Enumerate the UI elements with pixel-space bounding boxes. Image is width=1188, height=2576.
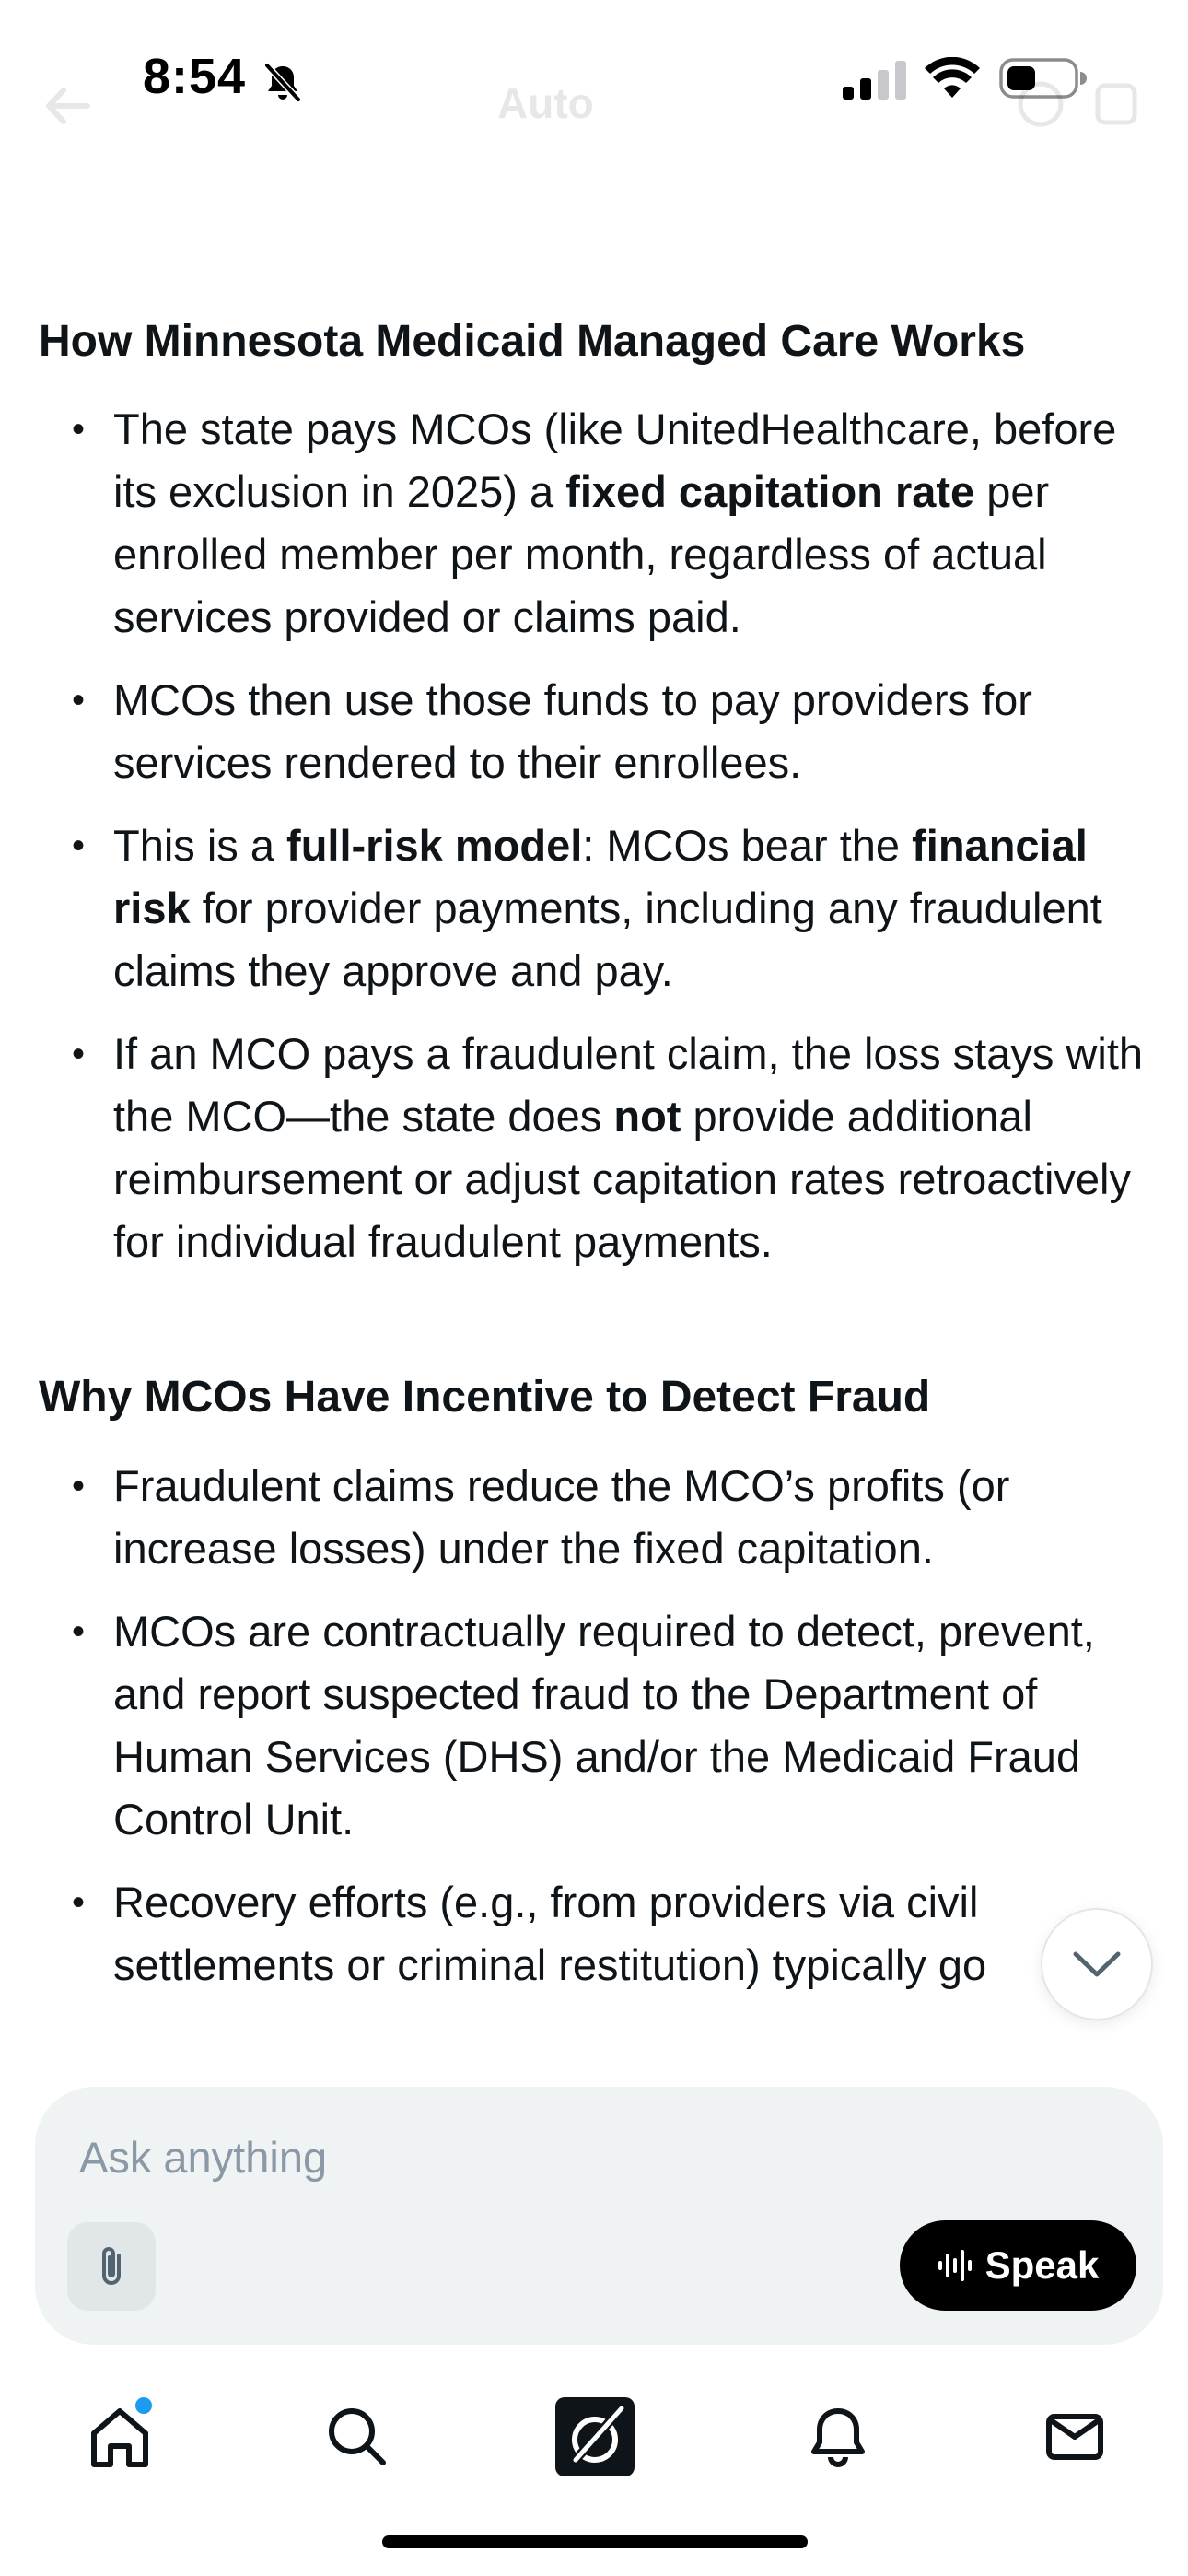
notifications-icon (805, 2404, 871, 2470)
text-run: for provider payments, including any fraudulent claims they approve and pay. (113, 884, 1102, 996)
bullet-dot-icon: • (72, 1465, 86, 1506)
text-run: This is a (113, 821, 287, 871)
search-icon (324, 2404, 390, 2470)
scroll-down-button[interactable] (1041, 1908, 1153, 2020)
list-item (39, 1455, 1153, 1580)
bullet-list (39, 1455, 1153, 1996)
silent-icon (262, 61, 304, 103)
list-item (39, 398, 1153, 649)
attach-button[interactable] (67, 2222, 156, 2311)
text-run: : MCOs bear the (582, 821, 913, 871)
bold-text: not (613, 1092, 681, 1142)
bullet-dot-icon: • (72, 1034, 86, 1075)
nav-messages[interactable] (1024, 2386, 1125, 2488)
nav-search[interactable] (307, 2386, 408, 2488)
list-item (39, 669, 1153, 794)
text-run: provide additional reimbursement or adjust capitation rates retroactively for individual fraudulent payments. (113, 1092, 1131, 1267)
list-item (39, 1600, 1153, 1851)
text-run: MCOs then use those funds to pay providers for services rendered to their enrollees. (113, 675, 1032, 788)
waveform-icon (938, 2248, 973, 2283)
messages-icon (1042, 2404, 1108, 2470)
status-bar (0, 0, 1188, 157)
bullet-dot-icon: • (72, 1881, 86, 1923)
composer (35, 2087, 1163, 2345)
section-heading: How Minnesota Medicaid Managed Care Works (39, 317, 1026, 366)
home-indicator (382, 2535, 808, 2548)
bottom-nav (0, 2386, 1188, 2488)
text-run: Recovery efforts (e.g., from providers via civil settlements or criminal restitution) typically go (113, 1877, 987, 1989)
nav-notifications[interactable] (787, 2386, 889, 2488)
bullet-dot-icon: • (72, 1610, 86, 1652)
bullet-dot-icon: • (72, 409, 86, 451)
signal-icon (843, 61, 907, 100)
speak-button[interactable] (900, 2220, 1136, 2311)
paperclip-icon (93, 2242, 130, 2290)
section-gap (39, 1294, 1153, 1369)
status-time: 8:54 (143, 49, 247, 104)
nav-home[interactable] (69, 2386, 170, 2488)
back-arrow-icon[interactable] (41, 83, 93, 129)
bullet-dot-icon: • (72, 680, 86, 721)
list-item (39, 814, 1153, 1002)
ask-input[interactable] (77, 2124, 1094, 2190)
model-selector[interactable]: Auto (497, 79, 594, 127)
bullet-list (39, 398, 1153, 1273)
list-item (39, 1871, 1153, 1996)
nav-grok[interactable] (544, 2386, 646, 2488)
speak-label: Speak (984, 2243, 1100, 2287)
bold-text: fixed capitation rate (565, 467, 975, 517)
text-run: Fraudulent claims reduce the MCO’s profits (or increase losses) under the fixed capitation. (113, 1460, 1010, 1573)
section-heading: Why MCOs Have Incentive to Detect Fraud (39, 1373, 931, 1423)
response-content (39, 313, 1153, 2045)
battery-icon (999, 57, 1088, 100)
bullet-dot-icon: • (72, 825, 86, 867)
bold-text: full-risk model (286, 821, 583, 871)
bold-text: financial risk (113, 821, 1088, 933)
chevron-down-icon (1072, 1950, 1122, 1978)
notification-dot (135, 2397, 152, 2414)
text-run: MCOs are contractually required to detect, prevent, and report suspected fraud to the Department of Human Services (DHS) and/or the Medicaid Fraud Control Unit. (113, 1606, 1095, 1844)
list-item (39, 1023, 1153, 1273)
wifi-icon (924, 57, 981, 100)
grok-icon (555, 2397, 635, 2476)
text-run: per enrolled member per month, regardless of actual services provided or claims paid. (113, 467, 1050, 642)
text-run: If an MCO pays a fraudulent claim, the loss stays with the MCO—the state does (113, 1029, 1144, 1142)
text-run: The state pays MCOs (like UnitedHealthcare, before its exclusion in 2025) a (113, 404, 1117, 517)
